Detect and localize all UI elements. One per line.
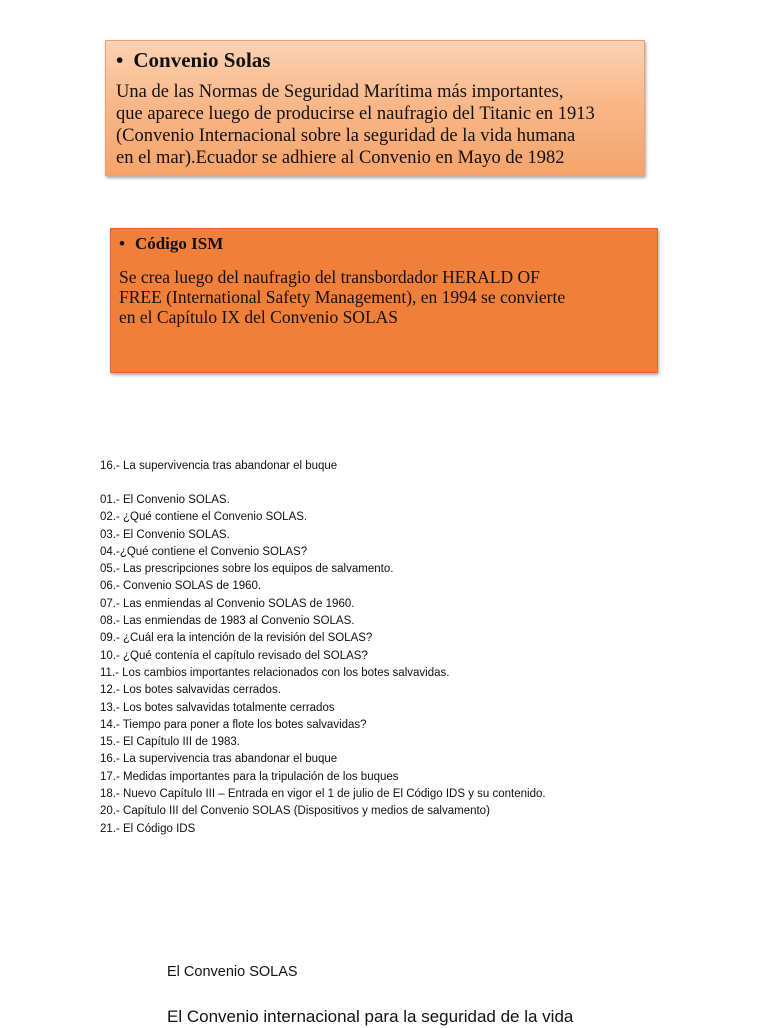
description-line: que aparece luego de producirse el naufragio del Titanic en 1913 (116, 104, 595, 124)
toc-item: 08.- Las enmiendas de 1983 al Convenio SOLAS. (100, 615, 355, 628)
convenio-solas-title: Convenio Solas (133, 48, 271, 72)
toc-item: 10.- ¿Qué contenía el capítulo revisado del SOLAS? (100, 649, 368, 662)
section-paragraph: El Convenio internacional para la seguridad de la vida (167, 1007, 574, 1026)
toc-item: 16.- La supervivencia tras abandonar el buque (100, 753, 338, 766)
codigo-ism-title: Código ISM (134, 234, 224, 253)
description-line: Una de las Normas de Seguridad Marítima más importantes, (116, 82, 564, 102)
chapter-heading: 16.- La supervivencia tras abandonar el buque (100, 460, 338, 472)
toc-item: 12.- Los botes salvavidas cerrados. (100, 684, 281, 697)
toc-item: 01.- El Convenio SOLAS. (100, 494, 230, 506)
description-line: en el Capítulo IX del Convenio SOLAS (119, 307, 399, 327)
bullet-icon: • (119, 234, 125, 253)
toc-item: 02.- ¿Qué contiene el Convenio SOLAS. (100, 511, 308, 524)
description-line: en el mar).Ecuador se adhiere al Convenio en Mayo de 1982 (116, 148, 565, 168)
codigo-ism-title-row (119, 233, 645, 255)
convenio-solas-box (105, 40, 645, 176)
toc-item: 13.- Los botes salvavidas totalmente cerrados (100, 701, 335, 714)
toc-item: 21.- El Código IDS (100, 822, 196, 835)
toc-item: 09.- ¿Cuál era la intención de la revisión del SOLAS? (100, 632, 373, 645)
bullet-icon: • (116, 48, 124, 72)
toc-item: 04.-¿Qué contiene el Convenio SOLAS? (100, 545, 308, 558)
toc-item: 05.- Las prescripciones sobre los equipos de salvamento. (100, 563, 394, 576)
toc-item: 06.- Convenio SOLAS de 1960. (100, 580, 262, 593)
description-line: (Convenio Internacional sobre la seguridad de la vida humana (116, 126, 576, 146)
toc-item: 17.- Medidas importantes para la tripulación de los buques (100, 770, 399, 783)
toc-item: 03.- El Convenio SOLAS. (100, 528, 230, 541)
description-line: FREE (International Safety Management), en 1994 se convierte (119, 287, 566, 307)
toc-item: 20.- Capítulo III del Convenio SOLAS (Dispositivos y medios de salvamento) (100, 805, 490, 818)
toc-item: 07.- Las enmiendas al Convenio SOLAS de 1960. (100, 597, 355, 610)
description-line: Se crea luego del naufragio del transbordador HERALD OF (119, 267, 540, 287)
codigo-ism-description (119, 267, 645, 327)
section-title: El Convenio SOLAS (167, 964, 298, 980)
table-of-contents (100, 492, 546, 838)
toc-item: 14.- Tiempo para poner a flote los botes salvavidas? (100, 718, 367, 731)
codigo-ism-box (110, 228, 658, 373)
convenio-solas-description (116, 81, 632, 169)
toc-item: 15.- El Capítulo III de 1983. (100, 736, 241, 749)
toc-item: 11.- Los cambios importantes relacionados con los botes salvavidas. (100, 666, 450, 679)
convenio-solas-title-row (116, 47, 632, 73)
toc-item: 18.- Nuevo Capítulo III – Entrada en vigor el 1 de julio de El Código IDS y su contenido. (100, 788, 546, 801)
